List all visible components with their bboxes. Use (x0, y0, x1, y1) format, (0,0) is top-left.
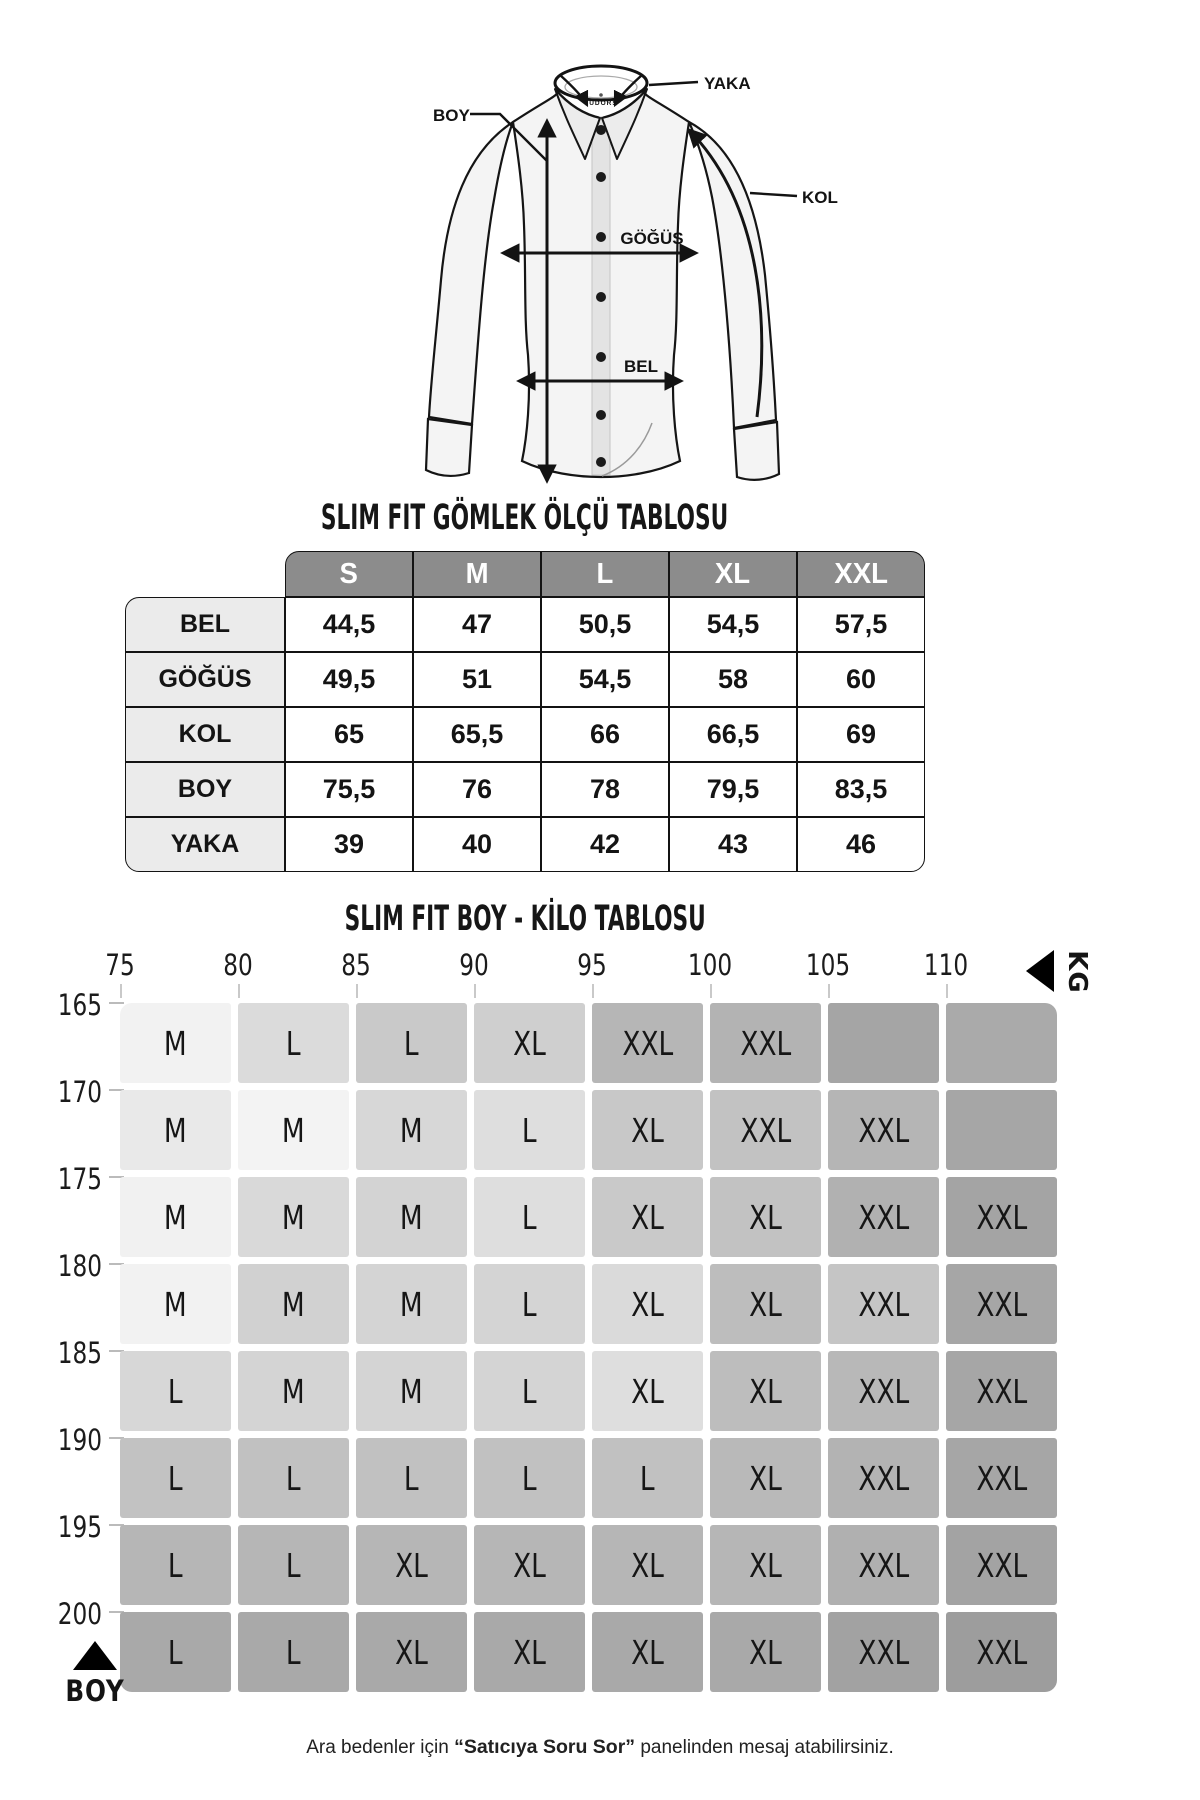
height-weight-cell (238, 1177, 349, 1257)
kg-axis-label: KG (1062, 950, 1092, 994)
height-weight-cell (592, 1438, 703, 1518)
size-column-header (669, 551, 797, 597)
height-weight-cell (710, 1351, 821, 1431)
size-value-cell: 51 (413, 652, 541, 707)
height-weight-cell (238, 1264, 349, 1344)
height-weight-cell (356, 1264, 467, 1344)
size-value-cell: 65,5 (413, 707, 541, 762)
size-column-header (541, 551, 669, 597)
height-weight-cell (946, 1438, 1057, 1518)
size-value-cell: 46 (797, 817, 925, 872)
height-weight-cell-text: XL (513, 1023, 546, 1063)
height-weight-cell (710, 1177, 821, 1257)
height-weight-cell-text: XL (749, 1371, 782, 1411)
height-weight-cell-text: M (400, 1284, 423, 1324)
size-value-cell: 78 (541, 762, 669, 817)
height-weight-cell-text: L (404, 1458, 419, 1498)
shirt-left-sleeve (429, 122, 513, 424)
height-weight-cell-text: L (640, 1458, 655, 1498)
height-weight-cell (592, 1090, 703, 1170)
kg-tick-mark (946, 984, 948, 998)
height-weight-cell-text: XL (631, 1545, 664, 1585)
height-weight-cell-text: XL (749, 1545, 782, 1585)
boy-tick-label: 200 (57, 1597, 102, 1631)
size-row-label: GÖĞÜS (125, 652, 285, 707)
kg-tick-label: 95 (577, 948, 607, 982)
height-weight-cell (828, 1351, 939, 1431)
height-weight-cell-text: M (282, 1371, 305, 1411)
boy-tick-label: 170 (57, 1075, 102, 1109)
size-row-label: KOL (125, 707, 285, 762)
boy-tick-label: 190 (57, 1423, 102, 1457)
height-weight-cell-text: XXL (858, 1197, 909, 1237)
kg-tick-mark (474, 984, 476, 998)
kg-tick-label: 105 (805, 948, 851, 982)
height-weight-cell (946, 1264, 1057, 1344)
size-value-cell: 58 (669, 652, 797, 707)
size-value-cell: 65 (285, 707, 413, 762)
height-weight-cell-text: XL (749, 1284, 782, 1324)
height-weight-cell-text: XL (631, 1197, 664, 1237)
size-value-cell: 69 (797, 707, 925, 762)
height-weight-cell (828, 1003, 939, 1083)
size-table-title: SLIM FIT GÖMLEK ÖLÇÜ TABLOSU (321, 498, 729, 538)
height-weight-cell (120, 1003, 231, 1083)
size-row-label: BEL (125, 597, 285, 652)
height-weight-cell (356, 1090, 467, 1170)
kg-axis-badge (1026, 948, 1096, 996)
height-weight-cell-text: XXL (976, 1458, 1027, 1498)
size-column-header-text: XXL (834, 557, 888, 590)
size-value-cell: 66,5 (669, 707, 797, 762)
height-weight-cell (238, 1438, 349, 1518)
size-value-cell: 76 (413, 762, 541, 817)
size-value-cell: 42 (541, 817, 669, 872)
brand-text: TUDORS (584, 100, 618, 107)
yaka-label: YAKA (704, 74, 751, 93)
height-weight-cell-text: XL (749, 1197, 782, 1237)
height-weight-cell (238, 1525, 349, 1605)
size-value-cell: 40 (413, 817, 541, 872)
height-weight-cell (828, 1264, 939, 1344)
height-weight-cell-text: XXL (976, 1197, 1027, 1237)
size-value-cell: 79,5 (669, 762, 797, 817)
shirt-buttons (596, 125, 606, 467)
footer-emphasis: “Satıcıya Soru Sor” (454, 1736, 636, 1758)
shirt-right-sleeve (689, 122, 776, 428)
height-weight-cell (592, 1612, 703, 1692)
height-weight-cell-text: XXL (740, 1023, 791, 1063)
height-weight-cell (710, 1438, 821, 1518)
height-weight-cell-text: XXL (858, 1110, 909, 1150)
height-weight-cell (946, 1351, 1057, 1431)
height-weight-cell-text: XXL (976, 1632, 1027, 1672)
height-weight-cell-text: M (164, 1284, 187, 1324)
gogus-label: GÖĞÜS (620, 229, 684, 248)
height-weight-cell-text: L (286, 1632, 301, 1672)
height-weight-cell-text: M (282, 1284, 305, 1324)
size-column-header-text: XL (715, 557, 751, 590)
shirt-right-cuff (734, 422, 779, 480)
height-weight-cell-text: XL (749, 1458, 782, 1498)
height-weight-cell-text: L (168, 1545, 183, 1585)
height-weight-grid (120, 1003, 1057, 1692)
size-value-cell: 50,5 (541, 597, 669, 652)
height-weight-cell (474, 1525, 585, 1605)
height-weight-cell-text: XXL (858, 1632, 909, 1672)
height-weight-cell (238, 1003, 349, 1083)
height-weight-cell (474, 1612, 585, 1692)
height-weight-cell-text: L (286, 1545, 301, 1585)
height-weight-cell (474, 1177, 585, 1257)
height-weight-cell (238, 1351, 349, 1431)
height-weight-cell-text: M (164, 1197, 187, 1237)
size-column-header-text: M (465, 557, 489, 590)
height-weight-cell (592, 1525, 703, 1605)
height-weight-cell-text: XL (749, 1632, 782, 1672)
height-weight-cell-text: XXL (740, 1110, 791, 1150)
height-weight-cell (120, 1264, 231, 1344)
height-weight-cell (356, 1351, 467, 1431)
size-row-label: BOY (125, 762, 285, 817)
height-weight-cell (828, 1612, 939, 1692)
brand-logo-icon (599, 93, 603, 97)
kg-tick-mark (828, 984, 830, 998)
height-weight-cell (946, 1003, 1057, 1083)
height-weight-cell (120, 1438, 231, 1518)
footer-suffix: panelinden mesaj atabilirsiniz. (635, 1737, 894, 1758)
height-weight-cell-text: XXL (858, 1371, 909, 1411)
kg-tick-mark (120, 984, 122, 998)
size-column-header (413, 551, 541, 597)
height-weight-cell-text: L (522, 1371, 537, 1411)
height-weight-cell-text: M (282, 1110, 305, 1150)
height-weight-cell (238, 1090, 349, 1170)
height-weight-cell (120, 1177, 231, 1257)
height-weight-cell (710, 1525, 821, 1605)
kg-tick-mark (592, 984, 594, 998)
kol-label: KOL (802, 188, 838, 207)
height-weight-cell-text: M (400, 1110, 423, 1150)
size-table-corner (125, 551, 285, 597)
height-weight-cell (828, 1525, 939, 1605)
kg-tick-label: 85 (341, 948, 371, 982)
size-column-header (797, 551, 925, 597)
height-weight-cell (356, 1612, 467, 1692)
height-weight-cell-text: XL (395, 1545, 428, 1585)
boy-tick-label: 165 (57, 988, 102, 1022)
size-row-label: YAKA (125, 817, 285, 872)
height-weight-cell (474, 1003, 585, 1083)
height-weight-cell-text: XXL (976, 1284, 1027, 1324)
height-weight-cell-text: XXL (858, 1545, 909, 1585)
boy-arrow-icon (73, 1641, 117, 1670)
size-value-cell: 60 (797, 652, 925, 707)
height-weight-cell-text: L (522, 1110, 537, 1150)
size-value-cell: 75,5 (285, 762, 413, 817)
size-value-cell: 47 (413, 597, 541, 652)
height-weight-cell-text: XXL (976, 1545, 1027, 1585)
boy-tick-label: 185 (57, 1336, 102, 1370)
kg-tick-mark (356, 984, 358, 998)
height-weight-cell (356, 1177, 467, 1257)
height-weight-cell-text: M (164, 1110, 187, 1150)
size-value-cell: 54,5 (669, 597, 797, 652)
height-weight-cell-text: XXL (622, 1023, 673, 1063)
height-weight-cell (120, 1351, 231, 1431)
height-weight-cell (474, 1264, 585, 1344)
bel-label: BEL (624, 357, 658, 376)
height-weight-cell-text: L (168, 1632, 183, 1672)
shirt-diagram (0, 25, 1200, 505)
height-weight-cell (946, 1177, 1057, 1257)
height-weight-cell (710, 1003, 821, 1083)
height-weight-cell-text: M (400, 1197, 423, 1237)
size-value-cell: 39 (285, 817, 413, 872)
size-table (125, 551, 925, 872)
height-weight-cell (946, 1525, 1057, 1605)
height-weight-cell-text: L (522, 1197, 537, 1237)
size-value-cell: 49,5 (285, 652, 413, 707)
kg-tick-mark (710, 984, 712, 998)
boy-axis-label: BOY (65, 1674, 125, 1708)
size-value-cell: 43 (669, 817, 797, 872)
height-weight-cell-text: XXL (976, 1371, 1027, 1411)
kg-arrow-icon (1026, 950, 1054, 992)
height-weight-cell (592, 1177, 703, 1257)
height-weight-cell-text: M (164, 1023, 187, 1063)
height-weight-cell-text: XXL (858, 1458, 909, 1498)
size-value-cell: 44,5 (285, 597, 413, 652)
height-weight-cell (710, 1264, 821, 1344)
height-weight-cell (710, 1612, 821, 1692)
kg-tick-mark (238, 984, 240, 998)
boy-tick-label: 180 (57, 1249, 102, 1283)
height-weight-cell (828, 1177, 939, 1257)
yaka-leader-line (649, 82, 698, 85)
height-weight-cell-text: XL (395, 1632, 428, 1672)
height-weight-cell (474, 1090, 585, 1170)
height-weight-cell (120, 1090, 231, 1170)
height-weight-cell (946, 1612, 1057, 1692)
size-value-cell: 83,5 (797, 762, 925, 817)
height-weight-cell-text: M (400, 1371, 423, 1411)
height-weight-cell-text: L (168, 1458, 183, 1498)
footer-note (0, 1736, 1200, 1759)
kg-tick-label: 90 (459, 948, 489, 982)
footer-prefix: Ara bedenler için (306, 1737, 455, 1758)
boy-tick-label: 175 (57, 1162, 102, 1196)
height-weight-cell-text: XL (631, 1284, 664, 1324)
height-weight-cell (120, 1525, 231, 1605)
height-weight-cell (592, 1003, 703, 1083)
height-weight-cell-text: L (404, 1023, 419, 1063)
size-column-header-text: L (596, 557, 614, 590)
height-weight-cell (356, 1525, 467, 1605)
height-weight-cell-text: XL (631, 1110, 664, 1150)
height-weight-cell (828, 1438, 939, 1518)
shirt-left-cuff (426, 419, 472, 476)
kg-tick-label: 75 (105, 948, 135, 982)
boy-tick-label: 195 (57, 1510, 102, 1544)
height-weight-cell-text: L (286, 1023, 301, 1063)
kg-tick-label: 80 (223, 948, 253, 982)
height-weight-cell-text: L (522, 1458, 537, 1498)
height-weight-cell (828, 1090, 939, 1170)
size-column-header (285, 551, 413, 597)
size-value-cell: 54,5 (541, 652, 669, 707)
height-weight-cell (946, 1090, 1057, 1170)
height-weight-cell-text: L (286, 1458, 301, 1498)
height-weight-cell-text: M (282, 1197, 305, 1237)
height-weight-cell (592, 1351, 703, 1431)
height-weight-cell-text: L (522, 1284, 537, 1324)
height-weight-cell-text: XL (513, 1632, 546, 1672)
height-weight-cell (592, 1264, 703, 1344)
boy-label: BOY (433, 106, 470, 125)
size-value-cell: 57,5 (797, 597, 925, 652)
size-value-cell: 66 (541, 707, 669, 762)
height-weight-cell (474, 1351, 585, 1431)
kg-tick-label: 100 (687, 948, 733, 982)
boy-axis-marker (50, 1641, 140, 1708)
height-weight-cell-text: XL (513, 1545, 546, 1585)
height-weight-cell (238, 1612, 349, 1692)
size-column-header-text: S (339, 557, 359, 590)
height-weight-cell-text: XL (631, 1632, 664, 1672)
height-weight-cell (356, 1438, 467, 1518)
height-weight-cell (474, 1438, 585, 1518)
height-weight-cell (356, 1003, 467, 1083)
height-weight-cell-text: XXL (858, 1284, 909, 1324)
height-weight-cell-text: L (168, 1371, 183, 1411)
height-weight-title: SLIM FIT BOY - KİLO TABLOSU (344, 899, 706, 939)
height-weight-cell (710, 1090, 821, 1170)
height-weight-cell-text: XL (631, 1371, 664, 1411)
kol-leader-line (750, 193, 797, 196)
kg-tick-label: 110 (923, 948, 969, 982)
